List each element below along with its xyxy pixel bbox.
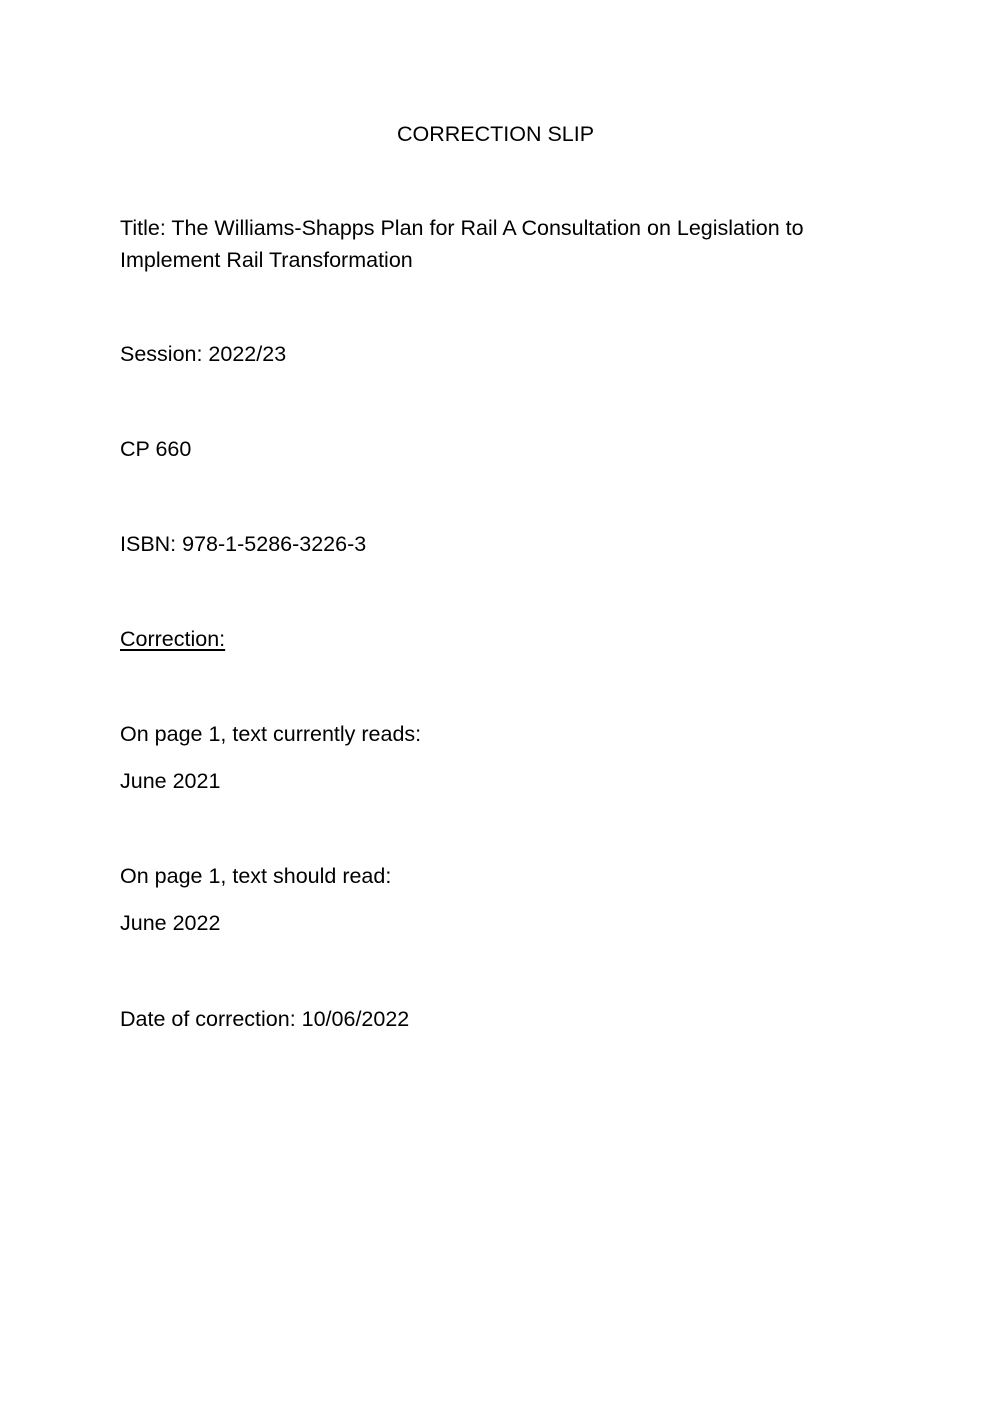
document-title-line-1: Title: The Williams-Shapps Plan for Rail A Consultation on Legislation to bbox=[120, 216, 804, 240]
page-heading: CORRECTION SLIP bbox=[396, 122, 595, 146]
corrected-text-value: June 2022 bbox=[120, 911, 221, 935]
current-text-intro: On page 1, text currently reads: bbox=[120, 722, 422, 746]
document-title bbox=[120, 212, 880, 276]
command-paper-number: CP 660 bbox=[120, 437, 192, 461]
correction-label: Correction: bbox=[120, 627, 226, 651]
date-of-correction: Date of correction: 10/06/2022 bbox=[120, 1007, 410, 1031]
corrected-text-intro: On page 1, text should read: bbox=[120, 864, 392, 888]
isbn-field: ISBN: 978-1-5286-3226-3 bbox=[120, 532, 367, 556]
session-field: Session: 2022/23 bbox=[120, 342, 287, 366]
current-text-value: June 2021 bbox=[120, 769, 221, 793]
document-title-line-2: Implement Rail Transformation bbox=[120, 248, 413, 272]
